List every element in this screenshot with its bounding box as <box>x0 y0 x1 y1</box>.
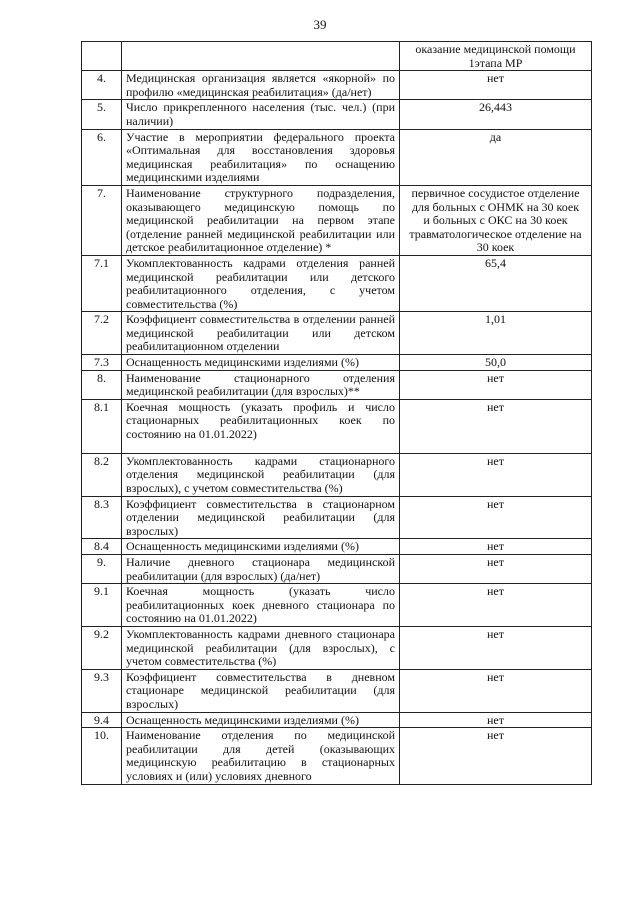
table-row <box>82 728 592 784</box>
row-number: 7.2 <box>82 312 122 355</box>
row-description: Коэффициент совместительства в отделении ранней медицинской реабилитации или детском реабилитационном отделении <box>122 312 400 355</box>
row-description: Оснащенность медицинскими изделиями (%) <box>122 712 400 728</box>
document-table <box>81 41 592 785</box>
page-number: 39 <box>313 17 327 32</box>
row-description: Коечная мощность (указать число реабилитационных коек дневного стационара по состоянию на 01.01.2022) <box>122 584 400 627</box>
row-value: нет <box>400 626 592 669</box>
row-value: 65,4 <box>400 255 592 311</box>
row-description: Оснащенность медицинскими изделиями (%) <box>122 355 400 371</box>
row-description: Укомплектованность кадрами дневного стационара медицинской реабилитации (для взрослых), с учетом совместительства (%) <box>122 626 400 669</box>
row-value: нет <box>400 399 592 453</box>
row-value: нет <box>400 728 592 784</box>
row-value: нет <box>400 71 592 100</box>
row-number: 4. <box>82 71 122 100</box>
row-description: Коэффициент совместительства в дневном стационаре медицинской реабилитации (для взрослых) <box>122 669 400 712</box>
row-description: Укомплектованность кадрами отделения ранней медицинской реабилитации или детского реабилитационного отделения, с учетом совместительства (%) <box>122 255 400 311</box>
table-row <box>82 312 592 355</box>
table-row <box>82 539 592 555</box>
table-row <box>82 496 592 539</box>
row-number: 9.3 <box>82 669 122 712</box>
row-number: 7.1 <box>82 255 122 311</box>
table-row <box>82 355 592 371</box>
row-description: Наименование структурного подразделения, оказывающего медицинскую помощь по медицинской реабилитации на первом этапе (отделение ранней медицинской реабилитации или детское реабилитационное отделение) * <box>122 185 400 255</box>
row-description: Наименование отделения по медицинской реабилитации для детей (оказывающих медицинскую реабилитацию в стационарных условиях и (или) условиях дневного <box>122 728 400 784</box>
value-line: первичное сосудистое отделение <box>411 185 580 200</box>
row-number: 9.1 <box>82 584 122 627</box>
value-line: 30 коек <box>476 240 515 255</box>
row-number: 8.2 <box>82 453 122 496</box>
table-row <box>82 712 592 728</box>
value-line: и больных с ОКС на 30 коек <box>423 213 568 228</box>
row-description: Коэффициент совместительства в стационарном отделении медицинской реабилитации (для взрослых) <box>122 496 400 539</box>
row-number: 8.3 <box>82 496 122 539</box>
row-value: нет <box>400 712 592 728</box>
table-row <box>82 626 592 669</box>
row-description: Наименование стационарного отделения медицинской реабилитации (для взрослых)** <box>122 370 400 399</box>
row-value: 1,01 <box>400 312 592 355</box>
row-value: нет <box>400 555 592 584</box>
value-line: травматологическое отделение на <box>409 226 582 241</box>
table-row <box>82 100 592 129</box>
table-row <box>82 71 592 100</box>
row-number: 7.3 <box>82 355 122 371</box>
table-row <box>82 185 592 255</box>
row-description: Участие в мероприятии федерального проекта «Оптимальная для восстановления здоровья медицинская реабилитация» по оснащению медицинскими изделиями <box>122 129 400 185</box>
table-row <box>82 584 592 627</box>
row-value: оказание медицинской помощи 1этапа МР <box>400 42 592 71</box>
row-description: Коечная мощность (указать профиль и число стационарных реабилитационных коек по состоянию на 01.01.2022) <box>122 399 400 453</box>
row-description: Наличие дневного стационара медицинской реабилитации (для взрослых) (да/нет) <box>122 555 400 584</box>
table-row <box>82 399 592 453</box>
table-row <box>82 669 592 712</box>
row-number <box>82 42 122 71</box>
row-value <box>400 185 592 255</box>
row-number: 9.4 <box>82 712 122 728</box>
table-row <box>82 555 592 584</box>
row-description <box>122 42 400 71</box>
row-value: нет <box>400 584 592 627</box>
value-line: для больных с ОНМК на 30 коек <box>411 199 580 214</box>
row-description: Укомплектованность кадрами стационарного отделения медицинской реабилитации (для взрослых), с учетом совместительства (%) <box>122 453 400 496</box>
row-number: 7. <box>82 185 122 255</box>
row-value: нет <box>400 370 592 399</box>
row-value: нет <box>400 453 592 496</box>
row-number: 5. <box>82 100 122 129</box>
table-row <box>82 255 592 311</box>
row-number: 9. <box>82 555 122 584</box>
table-row <box>82 453 592 496</box>
table-row <box>82 370 592 399</box>
row-value: 50,0 <box>400 355 592 371</box>
row-number: 10. <box>82 728 122 784</box>
table-row <box>82 42 592 71</box>
row-number: 8. <box>82 370 122 399</box>
row-description: Число прикрепленного населения (тыс. чел.) (при наличии) <box>122 100 400 129</box>
row-value: 26,443 <box>400 100 592 129</box>
row-value: нет <box>400 669 592 712</box>
row-description: Оснащенность медицинскими изделиями (%) <box>122 539 400 555</box>
row-number: 6. <box>82 129 122 185</box>
row-number: 8.1 <box>82 399 122 453</box>
table-row <box>82 129 592 185</box>
row-value: да <box>400 129 592 185</box>
row-value: нет <box>400 539 592 555</box>
row-value: нет <box>400 496 592 539</box>
row-description: Медицинская организация является «якорной» по профилю «медицинская реабилитация» (да/нет) <box>122 71 400 100</box>
row-number: 8.4 <box>82 539 122 555</box>
row-number: 9.2 <box>82 626 122 669</box>
